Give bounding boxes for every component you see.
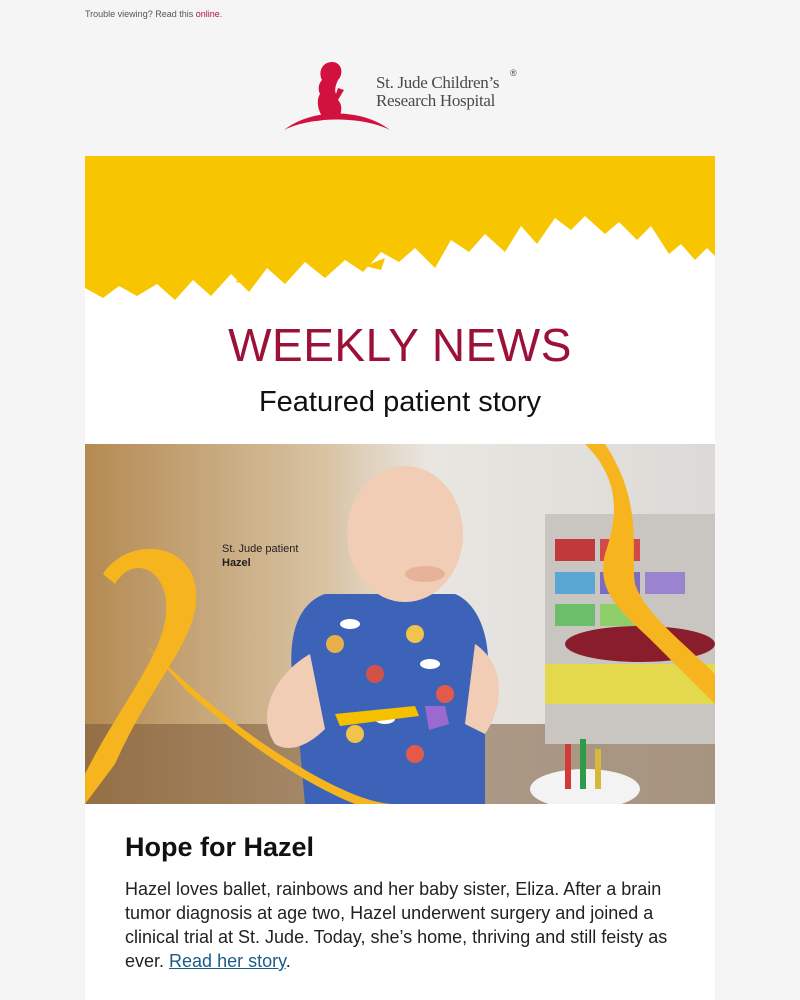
patient-photo-illustration [85, 444, 715, 804]
story-text: Hazel loves ballet, rainbows and her baby sister, Eliza. After a brain tumor diagnosis at age two, Hazel underwent surgery and joined a clinical trial at St. Jude. Today, she’s home, thriving and still feisty as ever. [125, 879, 668, 971]
newsletter-headline: WEEKLY NEWS [228, 319, 572, 371]
read-her-story-link[interactable]: Read her story [169, 951, 286, 971]
newsletter-subhead: Featured patient story [258, 386, 542, 418]
logo-wordmark [376, 74, 499, 110]
caption-patient-name: Hazel [222, 557, 251, 569]
yellow-paint-stroke [85, 156, 715, 306]
logo-line-1: St. Jude Children’s [376, 73, 500, 92]
hero-photo[interactable] [85, 444, 715, 804]
email-card [85, 156, 715, 1000]
story-end: . [285, 951, 291, 971]
view-online-link[interactable]: online [195, 9, 220, 19]
preheader-period: . [219, 9, 223, 19]
logo-line-2: Research Hospital [376, 91, 496, 110]
caption-line-1: St. Jude patient [222, 543, 299, 555]
story-title: Hope for Hazel [125, 832, 315, 862]
story-body [125, 877, 680, 973]
preheader-text: Trouble viewing? Read this [85, 9, 196, 19]
registered-mark: ® [510, 68, 517, 78]
st-jude-logo[interactable] [282, 60, 522, 132]
photo-caption [222, 542, 298, 570]
preheader [85, 9, 222, 19]
